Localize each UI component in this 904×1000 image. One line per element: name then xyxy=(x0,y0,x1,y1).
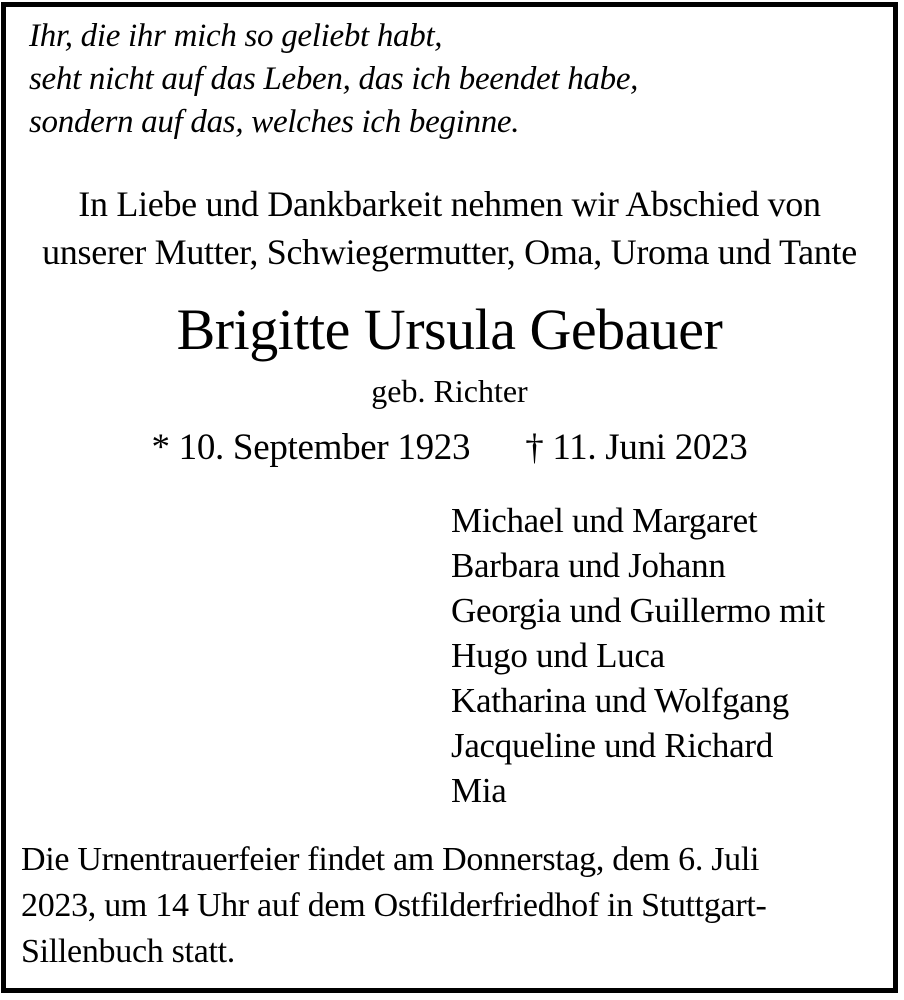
obituary-border-frame xyxy=(1,2,898,993)
mourner-line: Georgia und Guillermo mit xyxy=(451,591,825,630)
verse-line: sondern auf das, welches ich beginne. xyxy=(29,104,520,140)
farewell-intro xyxy=(6,180,893,276)
mourners-list xyxy=(451,498,893,813)
mourner-line: Michael und Margaret xyxy=(451,501,758,540)
funeral-announcement xyxy=(21,837,893,975)
verse-line: seht nicht auf das Leben, das ich beendet habe, xyxy=(29,61,639,97)
death-date: † 11. Juni 2023 xyxy=(525,427,748,468)
mourner-line: Barbara und Johann xyxy=(451,546,726,585)
mourner-line: Jacqueline und Richard xyxy=(451,726,773,765)
mourner-line: Katharina und Wolfgang xyxy=(451,681,789,720)
obituary-notice xyxy=(6,7,893,988)
maiden-name: geb. Richter xyxy=(371,373,528,409)
birth-date: * 10. September 1923 xyxy=(151,427,471,468)
funeral-line: Sillenbuch statt. xyxy=(21,933,235,970)
verse-line: Ihr, die ihr mich so geliebt habt, xyxy=(29,18,443,54)
mourner-line: Hugo und Luca xyxy=(451,636,665,675)
life-dates xyxy=(6,426,893,470)
farewell-intro-line: In Liebe und Dankbarkeit nehmen wir Abschied von xyxy=(78,184,821,224)
farewell-intro-line: unserer Mutter, Schwiegermutter, Oma, Uroma und Tante xyxy=(42,232,857,272)
mourner-line: Mia xyxy=(451,771,507,810)
memorial-verse xyxy=(29,15,893,144)
funeral-line: 2023, um 14 Uhr auf dem Ostfilderfriedhof in Stuttgart- xyxy=(21,887,767,924)
funeral-line: Die Urnentrauerfeier findet am Donnerstag, dem 6. Juli xyxy=(21,841,760,878)
deceased-name: Brigitte Ursula Gebauer xyxy=(176,297,723,362)
